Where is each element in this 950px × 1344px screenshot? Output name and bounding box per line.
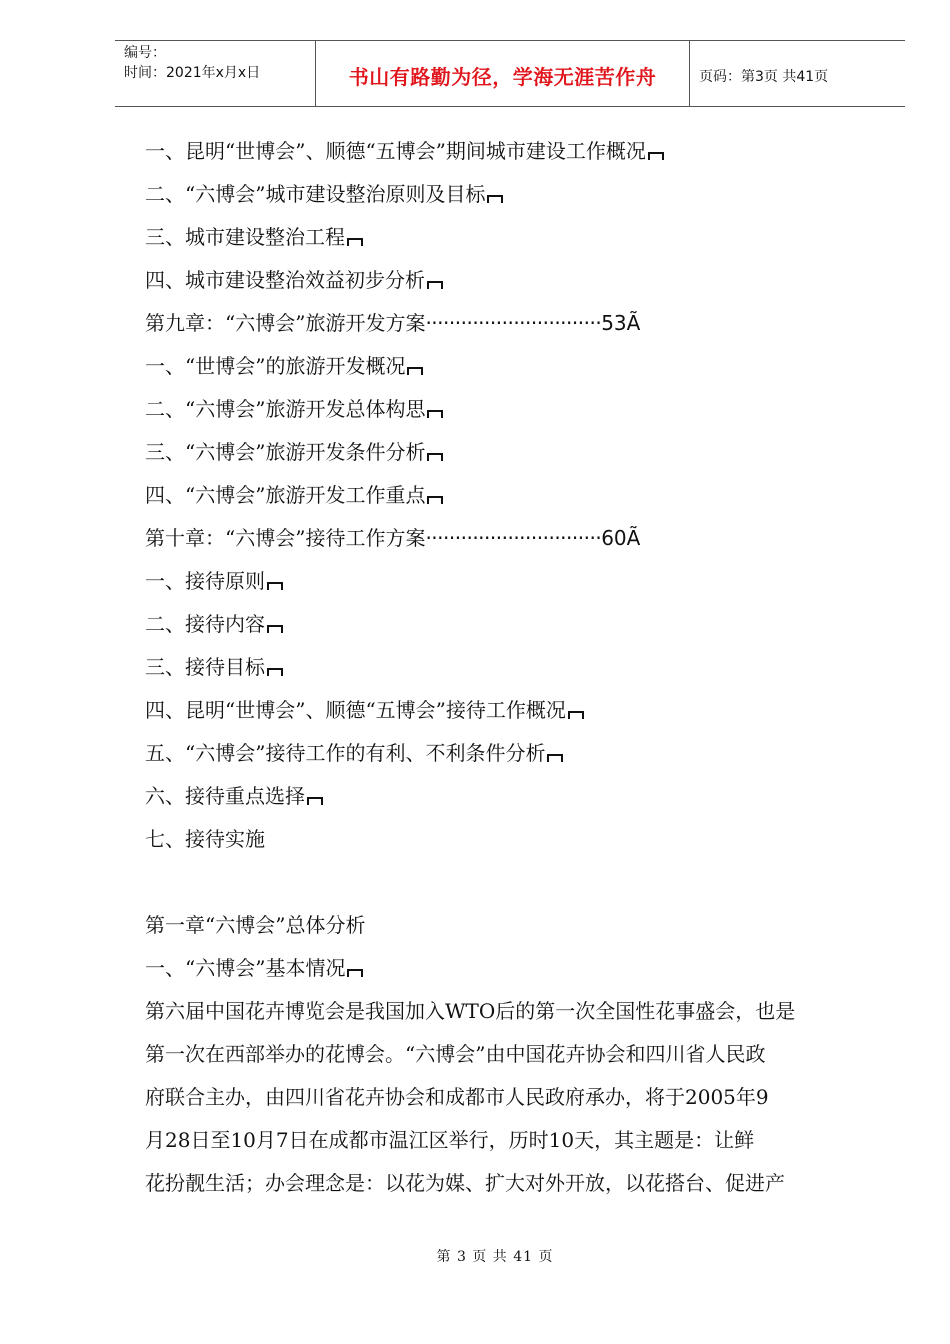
tab-mark-icon	[427, 496, 443, 504]
toc-leader-dots: ······························	[425, 311, 602, 335]
toc-item	[145, 732, 885, 775]
toc-item-text: 三、城市建设整治工程	[145, 225, 345, 249]
toc-item-text: 第九章：“六博会”旅游开发方案	[145, 311, 426, 335]
tab-mark-icon	[648, 152, 664, 160]
tab-mark-icon	[347, 238, 363, 246]
header-motto: 书山有路勤为径，学海无涯苦作舟	[316, 41, 690, 106]
toc-item	[145, 259, 885, 302]
toc-page-number: 53Ã	[601, 311, 641, 335]
toc-item-text: 二、接待内容	[145, 612, 265, 636]
toc-item-text: 第十章：“六博会”接待工作方案	[145, 526, 426, 550]
toc-item-text: 三、“六博会”旅游开发条件分析	[145, 440, 426, 464]
document-body	[145, 130, 885, 1205]
toc-item	[145, 689, 885, 732]
toc-item-text: 二、“六博会”旅游开发总体构思	[145, 397, 426, 421]
toc-item	[145, 474, 885, 517]
tab-mark-icon	[427, 410, 443, 418]
toc-item	[145, 603, 885, 646]
toc-item-text: 四、城市建设整治效益初步分析	[145, 268, 425, 292]
section-heading	[145, 947, 885, 990]
tab-mark-icon	[427, 281, 443, 289]
toc-page-number: 60Ã	[601, 526, 641, 550]
toc-item	[145, 130, 885, 173]
tab-mark-icon	[487, 195, 503, 203]
tab-mark-icon	[267, 582, 283, 590]
toc-item	[145, 216, 885, 259]
header-id-label: 编号：	[124, 45, 166, 61]
toc-chapter-entry	[145, 517, 885, 560]
toc-item-text: 二、“六博会”城市建设整治原则及目标	[145, 182, 486, 206]
paragraph-line: 第一次在西部举办的花博会。“六博会”由中国花卉协会和四川省人民政	[145, 1042, 766, 1066]
toc-chapter-entry	[145, 302, 885, 345]
paragraph-line: 花扮靓生活；办会理念是：以花为媒、扩大对外开放，以花搭台、促进产	[145, 1171, 785, 1195]
toc-item-text: 五、“六博会”接待工作的有利、不利条件分析	[145, 741, 546, 765]
toc-item	[145, 646, 885, 689]
spacer	[145, 861, 885, 904]
paragraph-line: 月28日至10月7日在成都市温江区举行，历时10天，其主题是：让鲜	[145, 1128, 755, 1152]
toc-leader-dots: ······························	[425, 526, 602, 550]
toc-item	[145, 818, 885, 861]
header-time-label: 时间：2021年x月x日	[124, 65, 261, 81]
tab-mark-icon	[407, 367, 423, 375]
page-footer: 第 3 页 共 41 页	[436, 1249, 554, 1265]
document-header	[115, 40, 905, 107]
tab-mark-icon	[427, 453, 443, 461]
tab-mark-icon	[307, 797, 323, 805]
toc-item-text: 六、接待重点选择	[145, 784, 305, 808]
toc-item-text: 四、昆明“世博会”、顺德“五博会”接待工作概况	[145, 698, 566, 722]
table-of-contents	[145, 130, 885, 861]
toc-item-text: 一、接待原则	[145, 569, 265, 593]
header-meta-cell	[115, 41, 316, 106]
toc-item	[145, 388, 885, 431]
toc-item-text: 三、接待目标	[145, 655, 265, 679]
header-page-label: 页码：第3页 共41页	[699, 68, 829, 85]
toc-item-text: 七、接待实施	[145, 827, 265, 851]
toc-item	[145, 560, 885, 603]
chapter-title: 第一章“六博会”总体分析	[145, 913, 366, 937]
paragraph-line: 府联合主办，由四川省花卉协会和成都市人民政府承办，将于2005年9	[145, 1085, 769, 1109]
body-paragraph	[145, 990, 880, 1205]
toc-item	[145, 173, 885, 216]
paragraph-line: 第六届中国花卉博览会是我国加入WTO后的第一次全国性花事盛会，也是	[145, 999, 796, 1023]
tab-mark-icon	[347, 969, 363, 977]
toc-item-text: 一、昆明“世博会”、顺德“五博会”期间城市建设工作概况	[145, 139, 646, 163]
toc-item-text: 四、“六博会”旅游开发工作重点	[145, 483, 426, 507]
tab-mark-icon	[267, 668, 283, 676]
toc-item-text: 一、“世博会”的旅游开发概况	[145, 354, 406, 378]
tab-mark-icon	[547, 754, 563, 762]
toc-item	[145, 775, 885, 818]
tab-mark-icon	[267, 625, 283, 633]
tab-mark-icon	[568, 711, 584, 719]
toc-item	[145, 431, 885, 474]
toc-item	[145, 345, 885, 388]
section-heading-text: 一、“六博会”基本情况	[145, 956, 346, 980]
